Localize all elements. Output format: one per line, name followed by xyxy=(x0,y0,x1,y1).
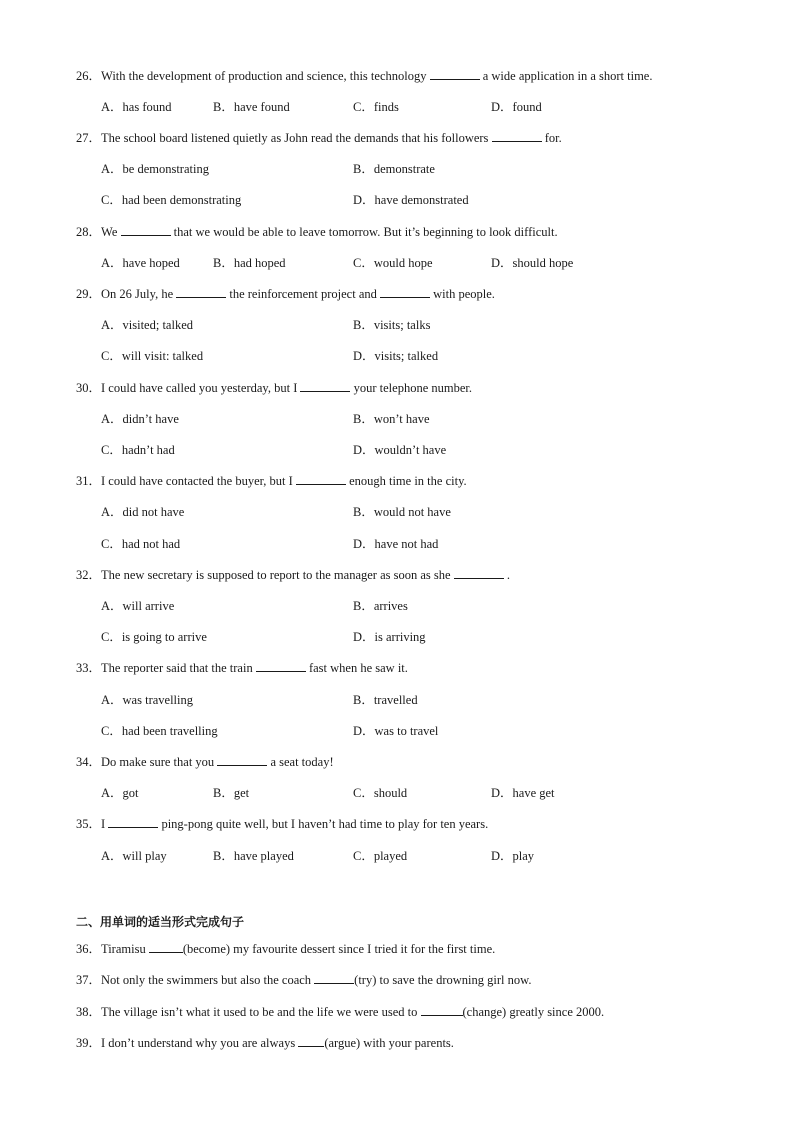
answer-blank xyxy=(121,224,171,236)
word-hint: (change) xyxy=(462,1005,507,1019)
option-c[interactable]: C．had not had xyxy=(101,537,181,551)
question-number: 29． xyxy=(76,287,102,301)
option-d[interactable]: D．should hope xyxy=(491,256,574,270)
option-a[interactable]: A．has found xyxy=(101,100,172,114)
section-title: 二、用单词的适当形式完成句子 xyxy=(76,915,245,929)
fill-item-39 xyxy=(76,1035,454,1051)
question-text: We xyxy=(101,225,121,239)
option-a[interactable]: A．be demonstrating xyxy=(101,162,209,176)
question-text: that we would be able to leave tomorrow. But it’s beginning to look difficult. xyxy=(170,225,558,239)
question-text: With the development of production and science, this technology xyxy=(101,69,430,83)
question-number: 37． xyxy=(76,973,102,987)
answer-blank xyxy=(296,473,346,485)
question-text: your telephone number. xyxy=(350,381,472,395)
question-number: 36． xyxy=(76,942,102,956)
word-hint: (argue) xyxy=(324,1036,361,1050)
option-c[interactable]: C．hadn’t had xyxy=(101,443,175,457)
option-c[interactable]: C．had been travelling xyxy=(101,724,218,738)
question-26 xyxy=(76,68,652,84)
question-text: I xyxy=(101,817,109,831)
option-b[interactable]: B．have played xyxy=(213,849,294,863)
option-b[interactable]: B．demonstrate xyxy=(353,162,435,176)
question-text: On 26 July, he xyxy=(101,287,177,301)
option-b[interactable]: B．get xyxy=(213,786,250,800)
answer-blank[interactable] xyxy=(421,1004,463,1016)
question-text: for. xyxy=(541,131,562,145)
question-text: Tiramisu xyxy=(101,942,149,956)
question-text: greatly since 2000. xyxy=(506,1005,605,1019)
option-b[interactable]: B．have found xyxy=(213,100,290,114)
question-number: 27． xyxy=(76,131,102,145)
option-b[interactable]: B．arrives xyxy=(353,599,408,613)
answer-blank xyxy=(380,286,430,298)
option-d[interactable]: D．have get xyxy=(491,786,555,800)
question-text: Do make sure that you xyxy=(101,755,218,769)
option-a[interactable]: A．was travelling xyxy=(101,693,193,707)
option-a[interactable]: A．got xyxy=(101,786,139,800)
option-c[interactable]: C．would hope xyxy=(353,256,433,270)
answer-blank[interactable] xyxy=(298,1035,324,1047)
question-number: 28． xyxy=(76,225,102,239)
answer-blank xyxy=(256,660,306,672)
option-c[interactable]: C．finds xyxy=(353,100,399,114)
question-text: enough time in the city. xyxy=(345,474,467,488)
question-32 xyxy=(76,567,510,583)
answer-blank xyxy=(454,567,504,579)
question-text: with people. xyxy=(430,287,495,301)
question-33 xyxy=(76,660,408,676)
question-text: a wide application in a short time. xyxy=(479,69,653,83)
question-29 xyxy=(76,286,495,302)
option-b[interactable]: B．won’t have xyxy=(353,412,430,426)
option-a[interactable]: A．will arrive xyxy=(101,599,175,613)
word-hint: (become) xyxy=(182,942,231,956)
question-34 xyxy=(76,754,334,770)
question-number: 39． xyxy=(76,1036,102,1050)
option-a[interactable]: A．didn’t have xyxy=(101,412,179,426)
answer-blank xyxy=(300,380,350,392)
answer-blank xyxy=(217,754,267,766)
question-text: The village isn’t what it used to be and the life we were used to xyxy=(101,1005,421,1019)
option-a[interactable]: A．will play xyxy=(101,849,167,863)
question-text: Not only the swimmers but also the coach xyxy=(101,973,315,987)
question-text: the reinforcement project and xyxy=(226,287,380,301)
option-c[interactable]: C．will visit: talked xyxy=(101,349,204,363)
question-text: my favourite dessert since I tried it for the first time. xyxy=(230,942,496,956)
answer-blank xyxy=(430,68,480,80)
question-30 xyxy=(76,380,472,396)
option-c[interactable]: C．should xyxy=(353,786,408,800)
option-d[interactable]: D．have demonstrated xyxy=(353,193,469,207)
question-text: . xyxy=(503,568,510,582)
question-text: with your parents. xyxy=(360,1036,454,1050)
option-c[interactable]: C．is going to arrive xyxy=(101,630,207,644)
fill-item-36 xyxy=(76,941,495,957)
question-number: 35． xyxy=(76,817,102,831)
question-text: ping-pong quite well, but I haven’t had time to play for ten years. xyxy=(158,817,489,831)
question-text: to save the drowning girl now. xyxy=(376,973,532,987)
answer-blank[interactable] xyxy=(314,972,354,984)
question-text: a seat today! xyxy=(267,755,334,769)
answer-blank[interactable] xyxy=(149,941,183,953)
question-number: 34． xyxy=(76,755,102,769)
answer-blank xyxy=(108,816,158,828)
question-number: 32． xyxy=(76,568,102,582)
question-number: 30． xyxy=(76,381,102,395)
question-number: 31． xyxy=(76,474,102,488)
question-text: The reporter said that the train xyxy=(101,661,256,675)
question-text: I could have called you yesterday, but I xyxy=(101,381,301,395)
option-c[interactable]: C．played xyxy=(353,849,408,863)
answer-blank xyxy=(492,130,542,142)
question-28 xyxy=(76,224,558,240)
answer-blank xyxy=(176,286,226,298)
question-35 xyxy=(76,816,488,832)
question-text: The new secretary is supposed to report to the manager as soon as she xyxy=(101,568,454,582)
option-b[interactable]: B．would not have xyxy=(353,505,451,519)
option-d[interactable]: D．found xyxy=(491,100,542,114)
option-a[interactable]: A．did not have xyxy=(101,505,185,519)
question-27 xyxy=(76,130,562,146)
option-a[interactable]: A．visited; talked xyxy=(101,318,193,332)
option-d[interactable]: D．wouldn’t have xyxy=(353,443,447,457)
question-text: I don’t understand why you are always xyxy=(101,1036,299,1050)
question-number: 38． xyxy=(76,1005,102,1019)
question-text: fast when he saw it. xyxy=(305,661,408,675)
question-number: 26． xyxy=(76,69,102,83)
option-b[interactable]: B．had hoped xyxy=(213,256,286,270)
option-d[interactable]: D．was to travel xyxy=(353,724,439,738)
option-c[interactable]: C．had been demonstrating xyxy=(101,193,242,207)
option-a[interactable]: A．have hoped xyxy=(101,256,180,270)
question-31 xyxy=(76,473,467,489)
fill-item-37 xyxy=(76,972,531,988)
question-text: I could have contacted the buyer, but I xyxy=(101,474,296,488)
option-d[interactable]: D．visits; talked xyxy=(353,349,439,363)
option-d[interactable]: D．is arriving xyxy=(353,630,426,644)
option-b[interactable]: B．visits; talks xyxy=(353,318,431,332)
question-text: The school board listened quietly as John read the demands that his followers xyxy=(101,131,492,145)
word-hint: (try) xyxy=(354,973,377,987)
question-number: 33． xyxy=(76,661,102,675)
option-d[interactable]: D．have not had xyxy=(353,537,439,551)
fill-item-38 xyxy=(76,1004,604,1020)
option-d[interactable]: D．play xyxy=(491,849,535,863)
option-b[interactable]: B．travelled xyxy=(353,693,418,707)
